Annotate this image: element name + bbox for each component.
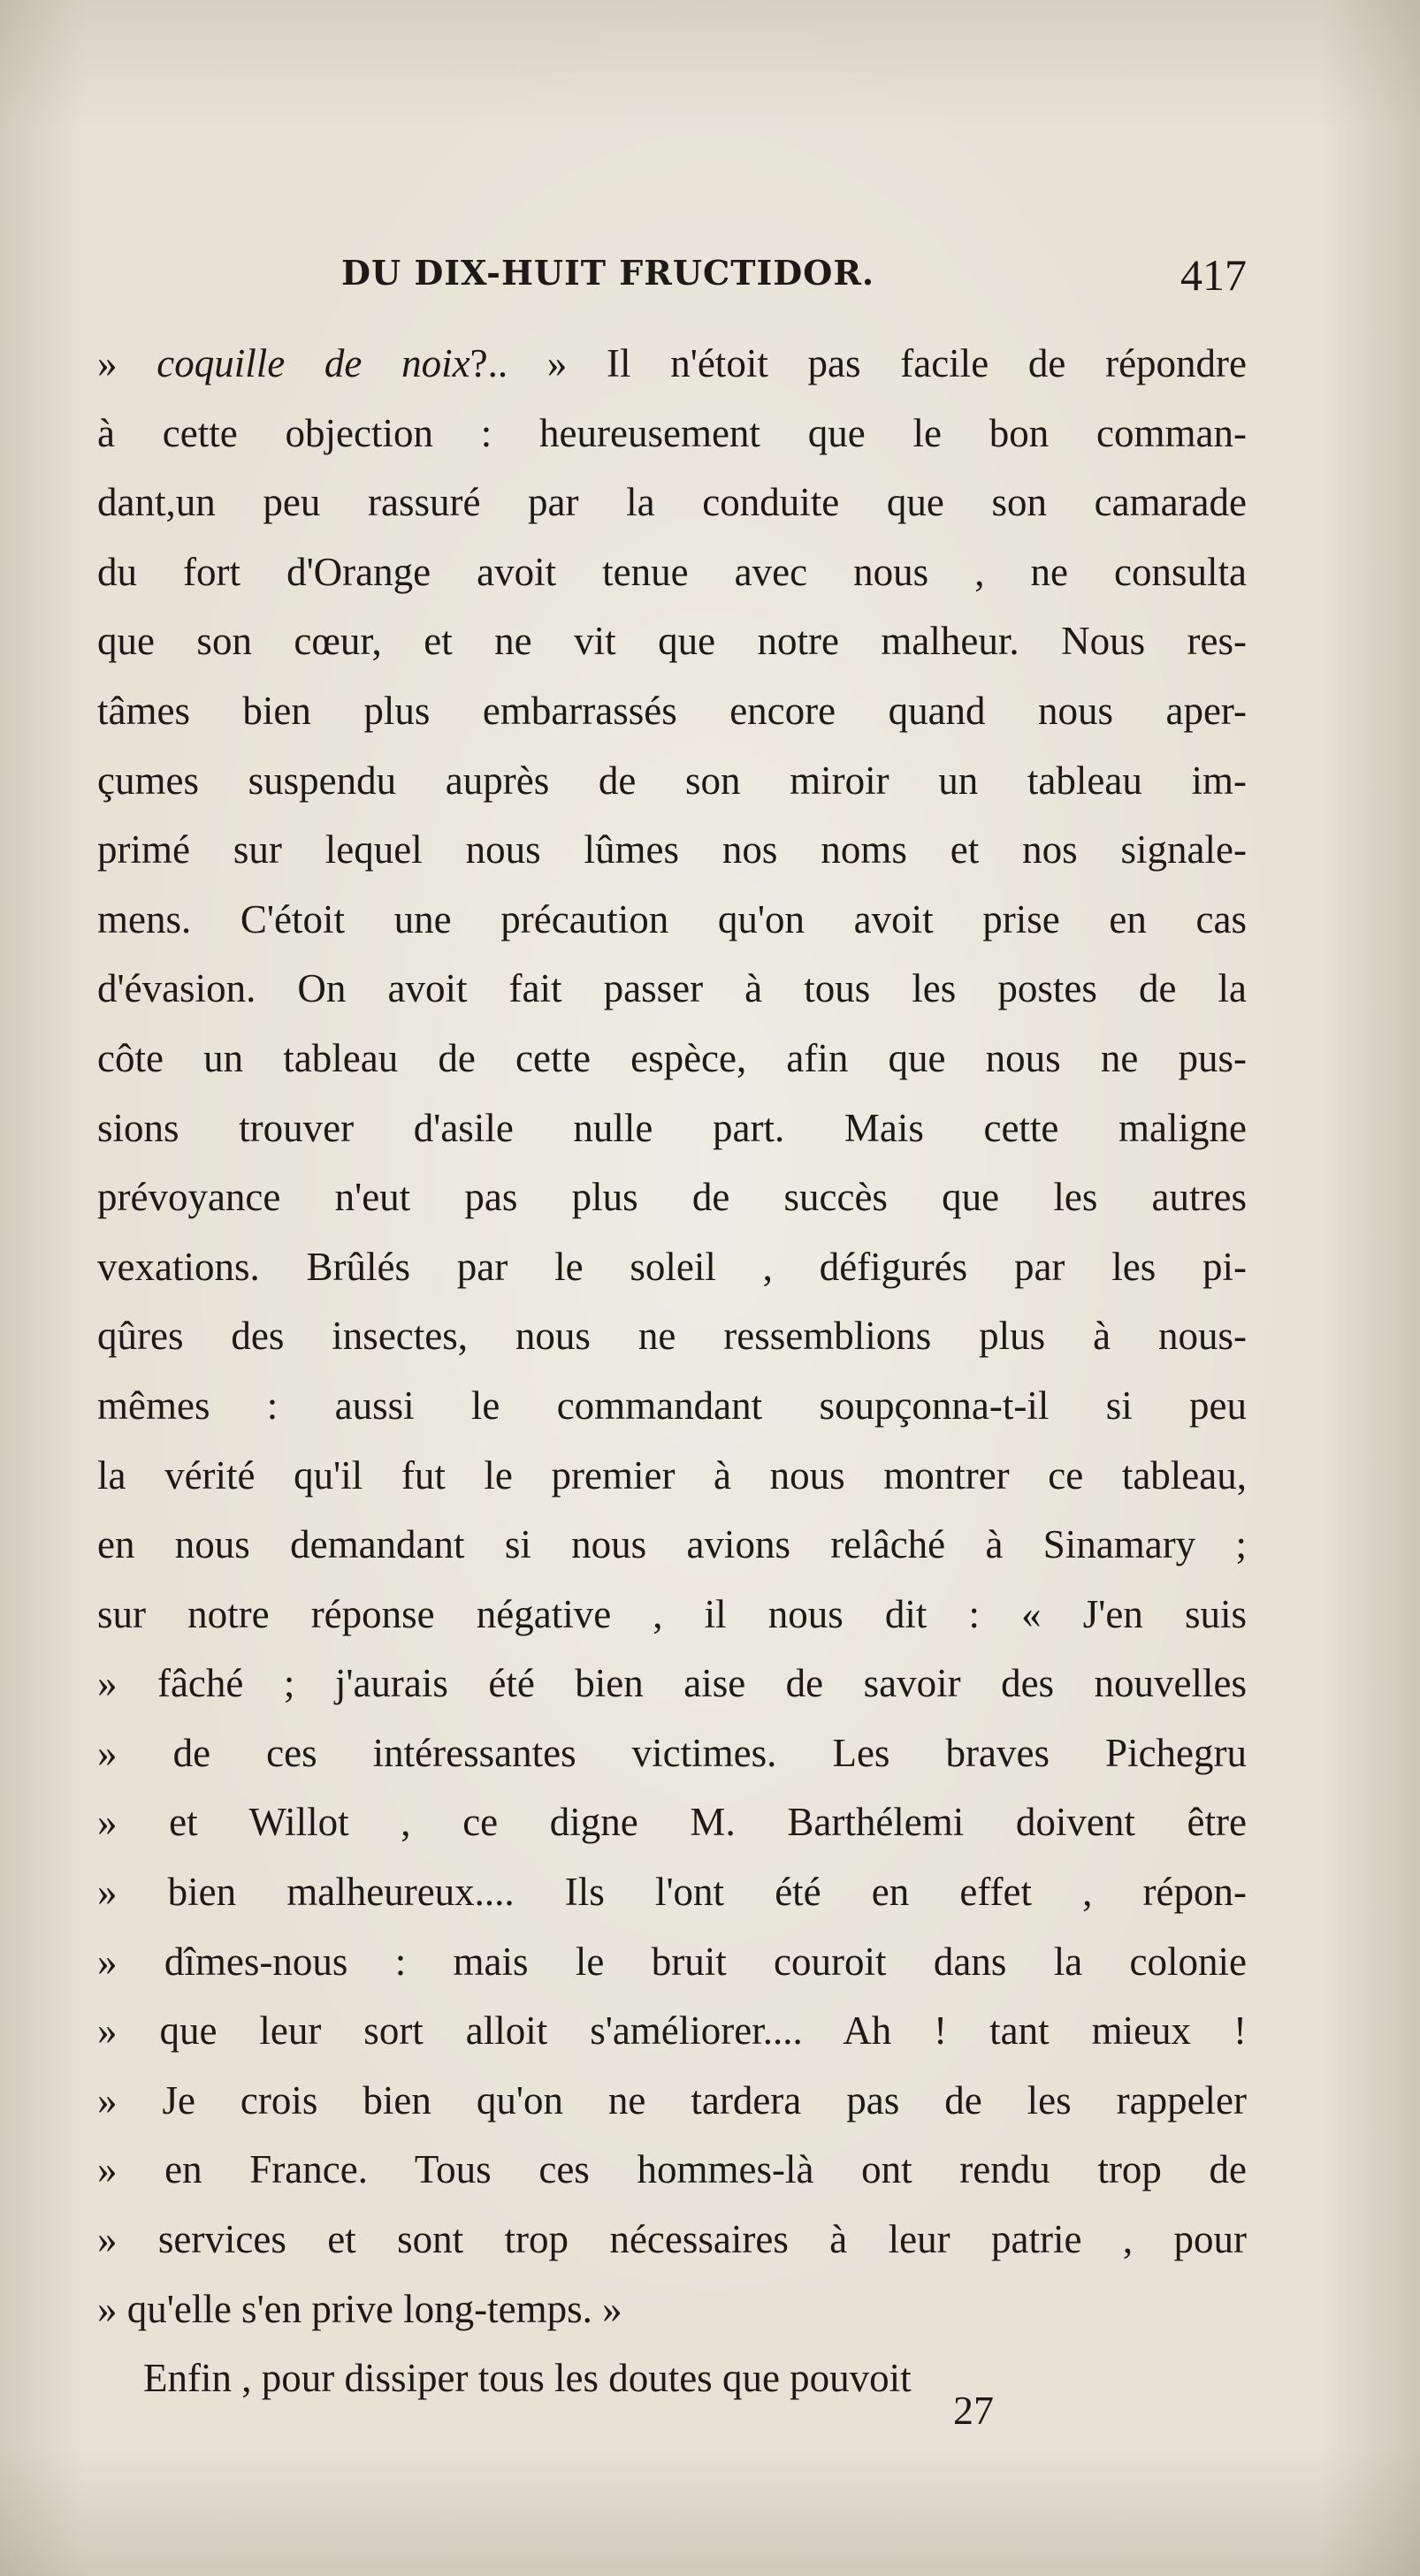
text-line: la vérité qu'il fut le premier à nous montrer ce tableau, xyxy=(97,1452,1247,1498)
signature-mark: 27 xyxy=(953,2388,994,2433)
text-line: tâmes bien plus embarrassés encore quand nous aper- xyxy=(97,688,1247,733)
running-head: DU DIX-HUIT FRUCTIDOR. xyxy=(341,253,875,293)
text-line: vexations. Brûlés par le soleil , défigurés par les pi- xyxy=(97,1244,1247,1289)
page-header xyxy=(97,250,1247,306)
text-line: çumes suspendu auprès de son miroir un tableau im- xyxy=(97,758,1247,803)
text-line xyxy=(97,329,1247,399)
body-text xyxy=(97,329,1247,2413)
text-line: » Je crois bien qu'on ne tardera pas de les rappeler xyxy=(97,2077,1247,2123)
text-line: d'évasion. On avoit fait passer à tous les postes de la xyxy=(97,966,1247,1011)
quote-mark: » xyxy=(97,341,157,385)
page-number: 417 xyxy=(1180,250,1247,300)
text-line: sur notre réponse négative , il nous dit : « J'en suis xyxy=(97,1591,1247,1636)
text-line: du fort d'Orange avoit tenue avec nous , ne consulta xyxy=(97,549,1247,594)
text-line: » et Willot , ce digne M. Barthélemi doivent être xyxy=(97,1800,1247,1845)
text-line: » services et sont trop nécessaires à leur patrie , pour xyxy=(97,2217,1247,2262)
text-line: Enfin , pour dissiper tous les doutes que pouvoit xyxy=(143,2356,912,2401)
italic-phrase: coquille de noix xyxy=(157,341,470,385)
text-line: côte un tableau de cette espèce, afin que nous ne pus- xyxy=(97,1035,1247,1080)
text-line: » en France. Tous ces hommes-là ont rendu trop de xyxy=(97,2147,1247,2192)
line-text: ?.. » Il n'étoit pas facile de répondre xyxy=(470,341,1248,385)
text-line: » que leur sort alloit s'améliorer.... Ah ! tant mieux ! xyxy=(97,2008,1247,2054)
text-line: » dîmes-nous : mais le bruit couroit dans la colonie xyxy=(97,1939,1247,1984)
text-line: dant,un peu rassuré par la conduite que son camarade xyxy=(97,480,1247,525)
text-line: sions trouver d'asile nulle part. Mais cette maligne xyxy=(97,1105,1247,1150)
text-line: mens. C'étoit une précaution qu'on avoit prise en cas xyxy=(97,896,1247,941)
text-line: que son cœur, et ne vit que notre malheur. Nous res- xyxy=(97,619,1247,664)
text-line: mêmes : aussi le commandant soupçonna-t-il si peu xyxy=(97,1383,1247,1428)
text-line: primé sur lequel nous lûmes nos noms et nos signale- xyxy=(97,827,1247,873)
text-line: » fâché ; j'aurais été bien aise de savoir des nouvelles xyxy=(97,1661,1247,1706)
text-line: en nous demandant si nous avions relâché à Sinamary ; xyxy=(97,1522,1247,1567)
text-line: prévoyance n'eut pas plus de succès que les autres xyxy=(97,1175,1247,1220)
text-line: » de ces intéressantes victimes. Les braves Pichegru xyxy=(97,1730,1247,1775)
text-line: » bien malheureux.... Ils l'ont été en effet , répon- xyxy=(97,1870,1247,1915)
text-line: à cette objection : heureusement que le bon comman- xyxy=(97,410,1247,455)
text-line: » qu'elle s'en prive long-temps. » xyxy=(97,2286,622,2331)
text-line: qûres des insectes, nous ne ressemblions plus à nous- xyxy=(97,1314,1247,1359)
